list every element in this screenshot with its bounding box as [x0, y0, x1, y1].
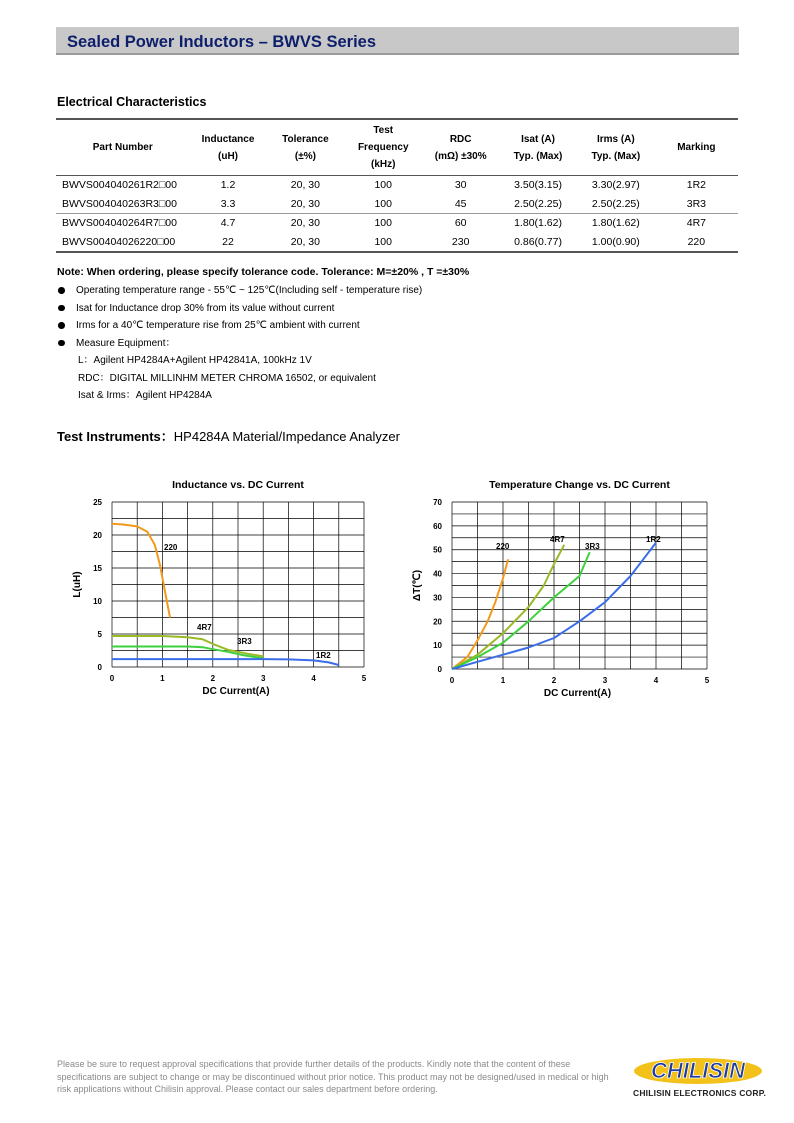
y-tick-label: 0	[437, 665, 442, 674]
bullet-dot-icon	[58, 305, 65, 312]
col-header-rdc: RDC (mΩ) ±30%	[422, 119, 499, 176]
y-tick-label: 25	[93, 498, 102, 507]
note-bullet: Isat for Inductance drop 30% from its value without current	[57, 300, 747, 318]
bullet-dot-icon	[58, 340, 65, 347]
note-bullet: Operating temperature range - 55℃ ~ 125℃(Including self - temperature rise)	[57, 282, 747, 300]
cell-tolerance: 20, 30	[290, 179, 320, 192]
ordering-note: Note: When ordering, please specify tolerance code. Tolerance: M=±20% , T =±30%	[57, 266, 470, 278]
chilisin-logo-icon	[631, 1052, 766, 1090]
col-header-test-frequency: Test Frequency (kHz)	[344, 119, 422, 176]
table-header-row	[56, 119, 738, 176]
notes-section	[57, 266, 747, 405]
col-header-part-number: Part Number	[56, 119, 190, 176]
note-bullet: Irms for a 40℃ temperature rise from 25℃ ambient with current	[57, 317, 747, 335]
y-axis-label: L(uH)	[72, 571, 83, 598]
cell-isat: 0.86(0.77)	[499, 233, 577, 252]
y-tick-label: 15	[93, 564, 102, 573]
logo-text: CHILISIN	[650, 1058, 746, 1083]
y-tick-label: 10	[93, 597, 102, 606]
series-label-3R3: 3R3	[585, 542, 600, 551]
x-tick-label: 2	[210, 674, 216, 683]
cell-irms: 1.80(1.62)	[591, 217, 640, 230]
page-header-bar	[56, 27, 739, 55]
x-axis-label: DC Current(A)	[202, 686, 270, 697]
cell-part-number: BWVS004040261R2□00	[62, 179, 177, 192]
cell-rdc: 230	[422, 233, 499, 252]
chart-svg	[400, 470, 740, 710]
chart-inductance-vs-current	[60, 470, 390, 715]
y-axis-label: ΔT(℃)	[412, 569, 423, 602]
cell-inductance: 1.2	[220, 179, 236, 192]
y-tick-label: 50	[433, 545, 442, 555]
cell-inductance: 3.3	[190, 195, 267, 214]
series-line-4R7	[452, 545, 564, 669]
bullet-dot-icon	[58, 322, 65, 329]
company-name: CHILISIN ELECTRONICS CORP.	[633, 1088, 767, 1098]
cell-tolerance: 20, 30	[267, 233, 345, 252]
y-tick-label: 20	[433, 617, 442, 627]
x-tick-label: 4	[311, 674, 316, 683]
cell-irms: 2.50(2.25)	[577, 195, 655, 214]
series-line-3R3	[452, 552, 590, 669]
electrical-characteristics-table	[56, 118, 738, 253]
series-label-220: 220	[496, 542, 510, 551]
table-row	[56, 176, 738, 195]
x-tick-label: 1	[160, 674, 165, 683]
cell-rdc: 60	[454, 217, 467, 230]
cell-isat: 1.80(1.62)	[514, 217, 562, 230]
series-label-4R7: 4R7	[550, 535, 565, 544]
cell-frequency: 100	[374, 179, 392, 192]
cell-part-number: BWVS004040263R3□00	[56, 195, 190, 214]
bullet-dot-icon	[58, 287, 65, 294]
col-header-inductance: Inductance (uH)	[190, 119, 267, 176]
cell-isat: 3.50(3.15)	[514, 179, 562, 192]
series-line-220	[112, 524, 170, 618]
note-bullet: Measure Equipment：	[57, 335, 747, 353]
series-label-3R3: 3R3	[237, 637, 252, 646]
y-tick-label: 5	[97, 630, 102, 639]
cell-irms: 3.30(2.97)	[591, 179, 640, 192]
x-axis-label: DC Current(A)	[543, 688, 612, 699]
cell-rdc: 45	[422, 195, 499, 214]
section-title-electrical: Electrical Characteristics	[57, 95, 207, 109]
y-tick-label: 70	[433, 498, 442, 507]
chart-title: Inductance vs. DC Current	[172, 479, 304, 491]
col-header-marking: Marking	[655, 119, 738, 176]
test-instruments-value: HP4284A Material/Impedance Analyzer	[173, 429, 400, 444]
y-tick-label: 30	[433, 593, 442, 603]
cell-tolerance: 20, 30	[290, 217, 320, 230]
cell-marking: 3R3	[655, 195, 738, 214]
x-tick-label: 5	[361, 674, 367, 683]
series-label-4R7: 4R7	[197, 623, 212, 632]
equipment-line: L：Agilent HP4284A+Agilent HP42841A, 100kHz 1V	[78, 355, 312, 366]
x-tick-label: 0	[109, 674, 115, 683]
cell-isat: 2.50(2.25)	[499, 195, 577, 214]
table-row	[56, 214, 738, 233]
cell-frequency: 100	[344, 195, 422, 214]
y-tick-label: 60	[433, 521, 442, 531]
cell-frequency: 100	[374, 217, 392, 230]
y-tick-label: 0	[97, 663, 102, 672]
y-tick-label: 20	[93, 531, 102, 540]
x-tick-label: 1	[500, 676, 506, 685]
table-row	[56, 195, 738, 214]
test-instruments	[57, 426, 400, 445]
x-tick-label: 3	[260, 674, 266, 683]
test-instruments-label: Test Instruments：	[57, 429, 174, 444]
table-row	[56, 233, 738, 252]
x-tick-label: 5	[704, 676, 710, 685]
y-tick-label: 10	[433, 641, 442, 651]
series-line-1R2	[112, 659, 339, 665]
cell-rdc: 30	[454, 179, 467, 192]
cell-marking: 1R2	[686, 179, 706, 192]
col-header-tolerance: Tolerance (±%)	[267, 119, 345, 176]
page-title: Sealed Power Inductors – BWVS Series	[67, 33, 377, 51]
col-header-isat: Isat (A) Typ. (Max)	[499, 119, 577, 176]
cell-marking: 220	[655, 233, 738, 252]
x-tick-label: 3	[602, 676, 608, 685]
series-label-1R2: 1R2	[316, 651, 331, 660]
chart-title: Temperature Change vs. DC Current	[489, 479, 670, 491]
chart-temperature-vs-current	[400, 470, 740, 715]
cell-marking: 4R7	[686, 217, 706, 230]
cell-tolerance: 20, 30	[267, 195, 345, 214]
y-tick-label: 40	[433, 569, 442, 579]
cell-irms: 1.00(0.90)	[577, 233, 655, 252]
cell-inductance: 4.7	[220, 217, 236, 230]
equipment-line: RDC：DIGITAL MILLINHM METER CHROMA 16502, or equivalent	[78, 372, 376, 384]
cell-part-number: BWVS004040264R7□00	[62, 217, 177, 230]
equipment-line: Isat & Irms：Agilent HP4284A	[78, 390, 212, 401]
cell-frequency: 100	[344, 233, 422, 252]
col-header-irms: Irms (A) Typ. (Max)	[577, 119, 655, 176]
chart-svg	[60, 470, 390, 710]
footer-disclaimer: Please be sure to request approval specifications that provide further details of the products. Kindly note that the content of these specifications are subject to change or may be discontinued without prior notice. This product may not be designed/used in medical or high risk applications without Chilisin approval. Please contact our sales department before ordering.	[57, 1059, 609, 1094]
cell-part-number: BWVS00404026220□00	[56, 233, 190, 252]
cell-inductance: 22	[190, 233, 267, 252]
series-label-1R2: 1R2	[646, 535, 661, 544]
x-tick-label: 2	[551, 676, 557, 685]
x-tick-label: 4	[653, 676, 659, 685]
series-label-220: 220	[164, 543, 178, 552]
x-tick-label: 0	[449, 676, 455, 685]
